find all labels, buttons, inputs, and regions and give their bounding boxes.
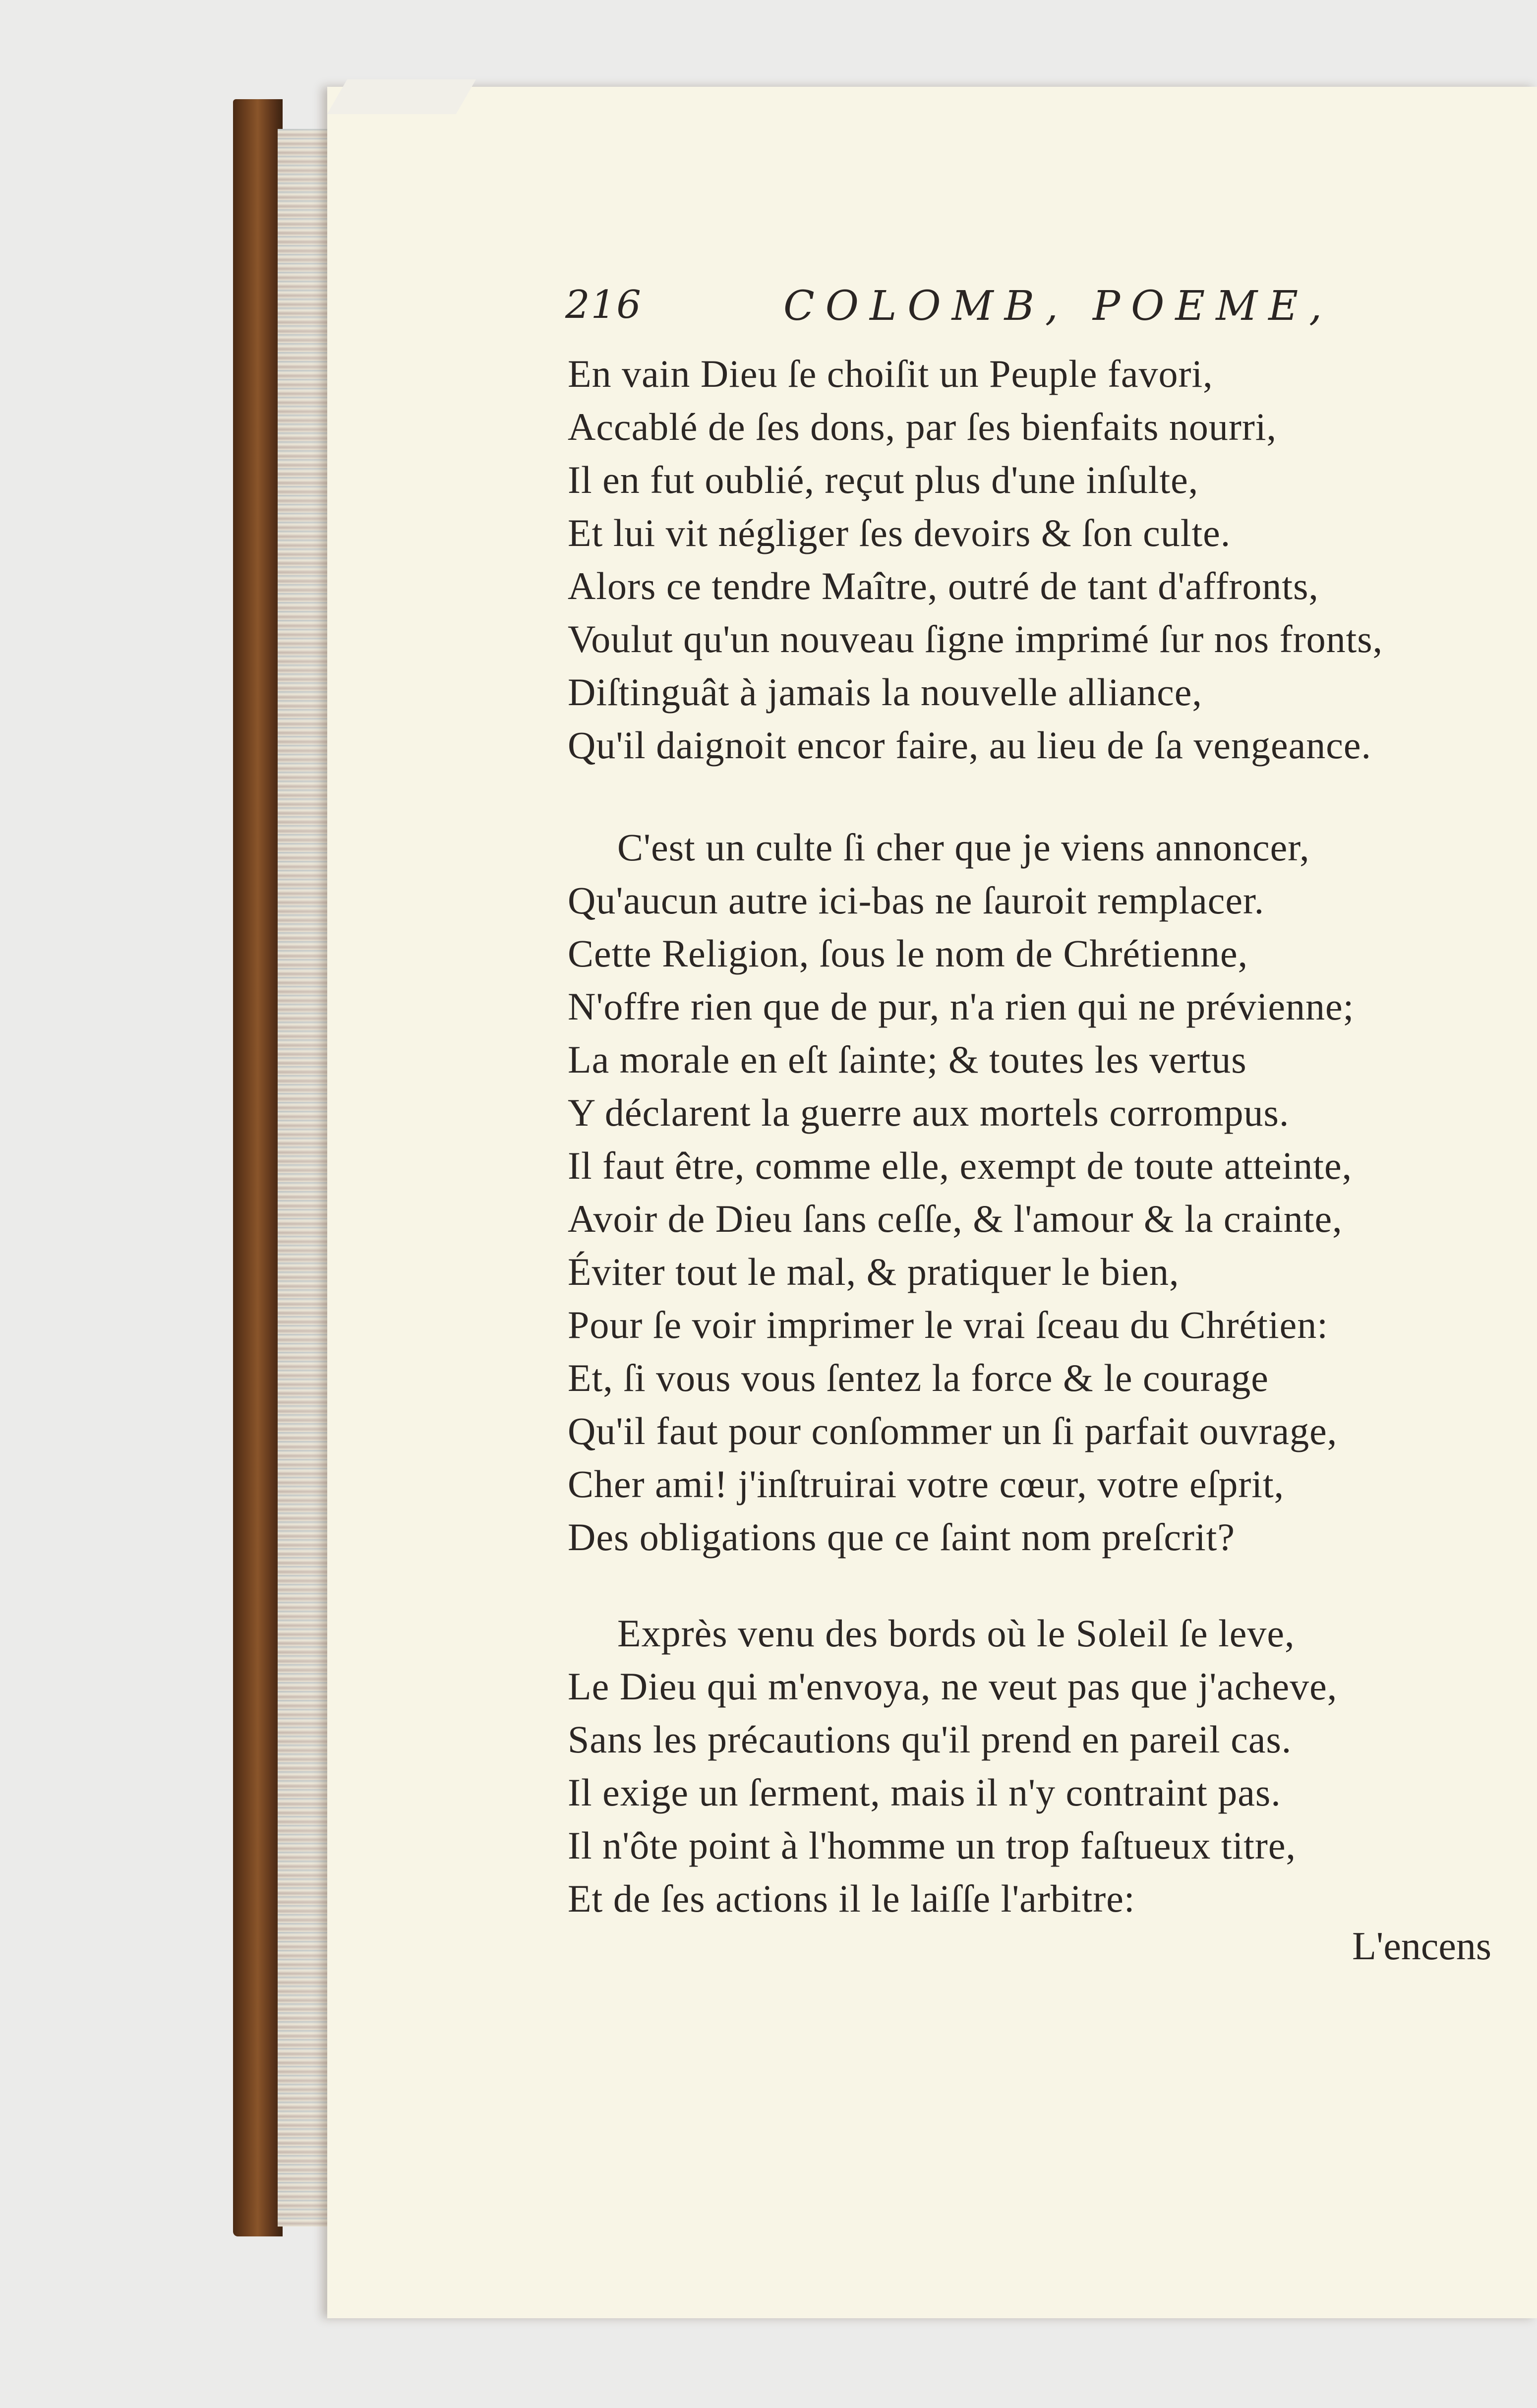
verse-line: N'offre rien que de pur, n'a rien qui ne prévienne;: [568, 985, 1355, 1028]
verse-line: Il n'ôte point à l'homme un trop faſtueux titre,: [568, 1824, 1296, 1867]
verse-line: Avoir de Dieu ſans ceſſe, & l'amour & la crainte,: [568, 1197, 1343, 1240]
verse-line: Le Dieu qui m'envoya, ne veut pas que j'acheve,: [568, 1665, 1338, 1708]
page-number: 216: [565, 283, 642, 327]
verse-line: Qu'il faut pour conſommer un ſi parfait ouvrage,: [568, 1409, 1338, 1452]
stanza-2: [568, 821, 1354, 1564]
verse-line: Accablé de ſes dons, par ſes bienfaits nourri,: [568, 405, 1277, 448]
verse-line: Sans les précautions qu'il prend en pareil cas.: [568, 1718, 1292, 1761]
page-header: [565, 283, 1507, 337]
stanza-3: [568, 1607, 1337, 1925]
verse-line: Voulut qu'un nouveau ſigne imprimé ſur nos fronts,: [568, 617, 1383, 661]
verse-line: Pour ſe voir imprimer le vrai ſceau du Chrétien:: [568, 1303, 1328, 1346]
verse-line: Il exige un ſerment, mais il n'y contraint pas.: [568, 1771, 1281, 1814]
verse-line: Diſtinguât à jamais la nouvelle alliance,: [568, 670, 1202, 714]
verse-line: Et de ſes actions il le laiſſe l'arbitre:: [568, 1877, 1135, 1920]
verse-line: La morale en eſt ſainte; & toutes les vertus: [568, 1038, 1247, 1081]
verse-line: Qu'aucun autre ici-bas ne ſauroit remplacer.: [568, 879, 1265, 922]
verse-line: Y déclarent la guerre aux mortels corrompus.: [568, 1091, 1290, 1134]
verse-line: Il faut être, comme elle, exempt de toute atteinte,: [568, 1144, 1353, 1187]
book-binding: [233, 99, 283, 2236]
verse-line: Et lui vit négliger ſes devoirs & ſon culte.: [568, 511, 1231, 554]
verse-line: Et, ſi vous vous ſentez la force & le courage: [568, 1356, 1269, 1399]
verse-line: Cher ami! j'inſtruirai votre cœur, votre eſprit,: [568, 1462, 1285, 1505]
verse-line: Des obligations que ce ſaint nom preſcrit?: [568, 1515, 1235, 1559]
verse-line: Il en fut oublié, reçut plus d'une inſulte,: [568, 458, 1199, 501]
verse-line: Alors ce tendre Maître, outré de tant d'affronts,: [568, 564, 1319, 607]
verse-line: Qu'il daignoit encor faire, au lieu de ſa vengeance.: [568, 723, 1372, 767]
verse-line: Éviter tout le mal, & pratiquer le bien,: [568, 1250, 1180, 1293]
paper-tab: [327, 79, 476, 114]
verse-line: C'est un culte ſi cher que je viens annoncer,: [617, 826, 1310, 869]
stanza-1: [568, 347, 1383, 772]
verse-line: Cette Religion, ſous le nom de Chrétienne,: [568, 932, 1248, 975]
running-title: COLOMB, POEME,: [783, 283, 1333, 330]
verse-line: Exprès venu des bords où le Soleil ſe leve,: [617, 1612, 1295, 1655]
verse-line: En vain Dieu ſe choiſit un Peuple favori,: [568, 352, 1213, 395]
catchword: L'encens: [1352, 1925, 1491, 1968]
